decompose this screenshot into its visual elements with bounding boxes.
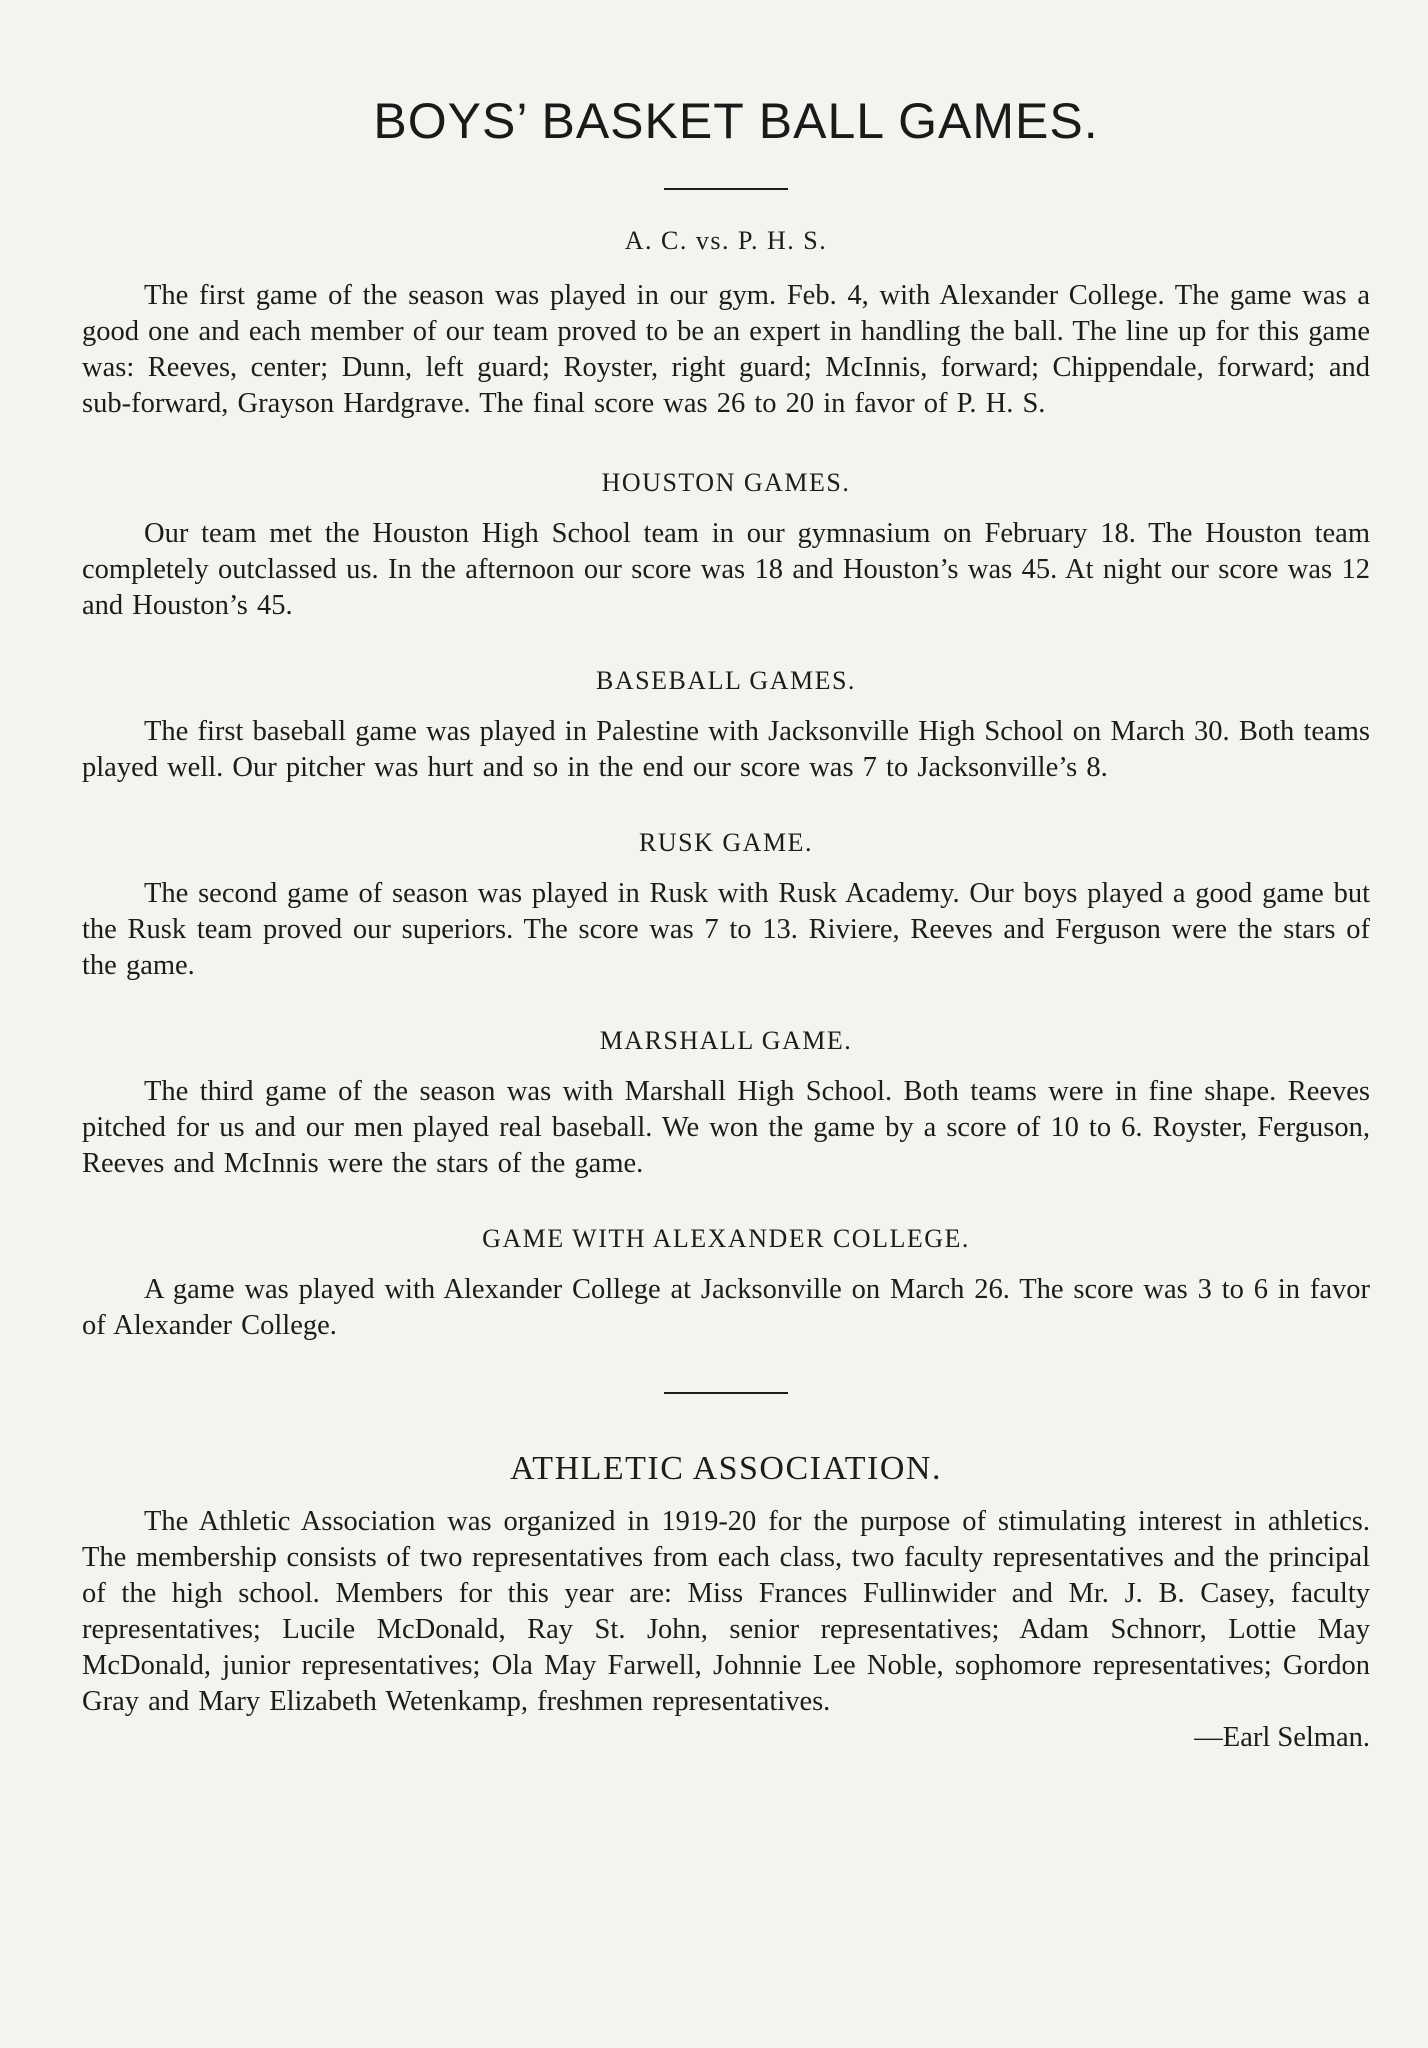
athletic-association-heading: ATHLETIC ASSOCIATION. (510, 1450, 942, 1487)
section-text-baseball-games: The first baseball game was played in Palestine with Jacksonville High School on March 30. Both teams played well. Our pitcher was hurt and so in the end our score was 7 to Jacksonville’s 8. (82, 716, 1370, 783)
page-title: BOYS’ BASKET BALL GAMES. (373, 93, 1099, 149)
section-heading-rusk-game: RUSK GAME. (639, 828, 813, 857)
athletic-association-text: The Athletic Association was organized in 1919-20 for the purpose of stimulating interest in athletics. The membership consists of two representatives from each class, two faculty representatives and the principal of the high school. Members for this year are: Miss Frances Fullinwider and Mr. J. B. Casey, faculty representatives; Lucile McDonald, Ray St. John, senior representatives; Adam Schnorr, Lottie May McDonald, junior representatives; Ola May Farwell, Johnnie Lee Noble, sophomore representatives; Gordon Gray and Mary Elizabeth Wetenkamp, freshmen representatives. (82, 1506, 1370, 1717)
section-divider (664, 1392, 788, 1394)
section-text-houston-games: Our team met the Houston High School team in our gymnasium on February 18. The Houston team completely outclassed us. In the afternoon our score was 18 and Houston’s was 45. At night our score was 12 and Houston’s 45. (82, 518, 1370, 621)
section-heading-houston-games: HOUSTON GAMES. (601, 468, 851, 497)
section-text-marshall-game: The third game of the season was with Marshall High School. Both teams were in fine shape. Reeves pitched for us and our men played real baseball. We won the game by a score of 10 to 6. Royster, Ferguson, Reeves and McInnis were the stars of the game. (82, 1076, 1370, 1179)
section-text-rusk-game: The second game of season was played in Rusk with Rusk Academy. Our boys played a good game but the Rusk team proved our superiors. The score was 7 to 13. Riviere, Reeves and Ferguson were the stars of the game. (82, 878, 1370, 981)
document-page (82, 0, 1370, 2048)
section-heading-ac-vs-phs: A. C. vs. P. H. S. (624, 226, 828, 255)
title-divider (664, 188, 788, 190)
section-heading-alexander-college: GAME WITH ALEXANDER COLLEGE. (482, 1224, 970, 1253)
section-heading-baseball-games: BASEBALL GAMES. (596, 666, 856, 695)
section-heading-marshall-game: MARSHALL GAME. (599, 1026, 853, 1055)
signature: —Earl Selman. (1194, 1722, 1370, 1753)
section-text-alexander-college: A game was played with Alexander College at Jacksonville on March 26. The score was 3 to 6 in favor of Alexander College. (82, 1274, 1370, 1341)
section-text-ac-vs-phs: The first game of the season was played in our gym. Feb. 4, with Alexander College. The game was a good one and each member of our team proved to be an expert in handling the ball. The line up for this game was: Reeves, center; Dunn, left guard; Royster, right guard; McInnis, forward; Chippendale, forward; and sub-forward, Grayson Hardgrave. The final score was 26 to 20 in favor of P. H. S. (82, 280, 1370, 419)
